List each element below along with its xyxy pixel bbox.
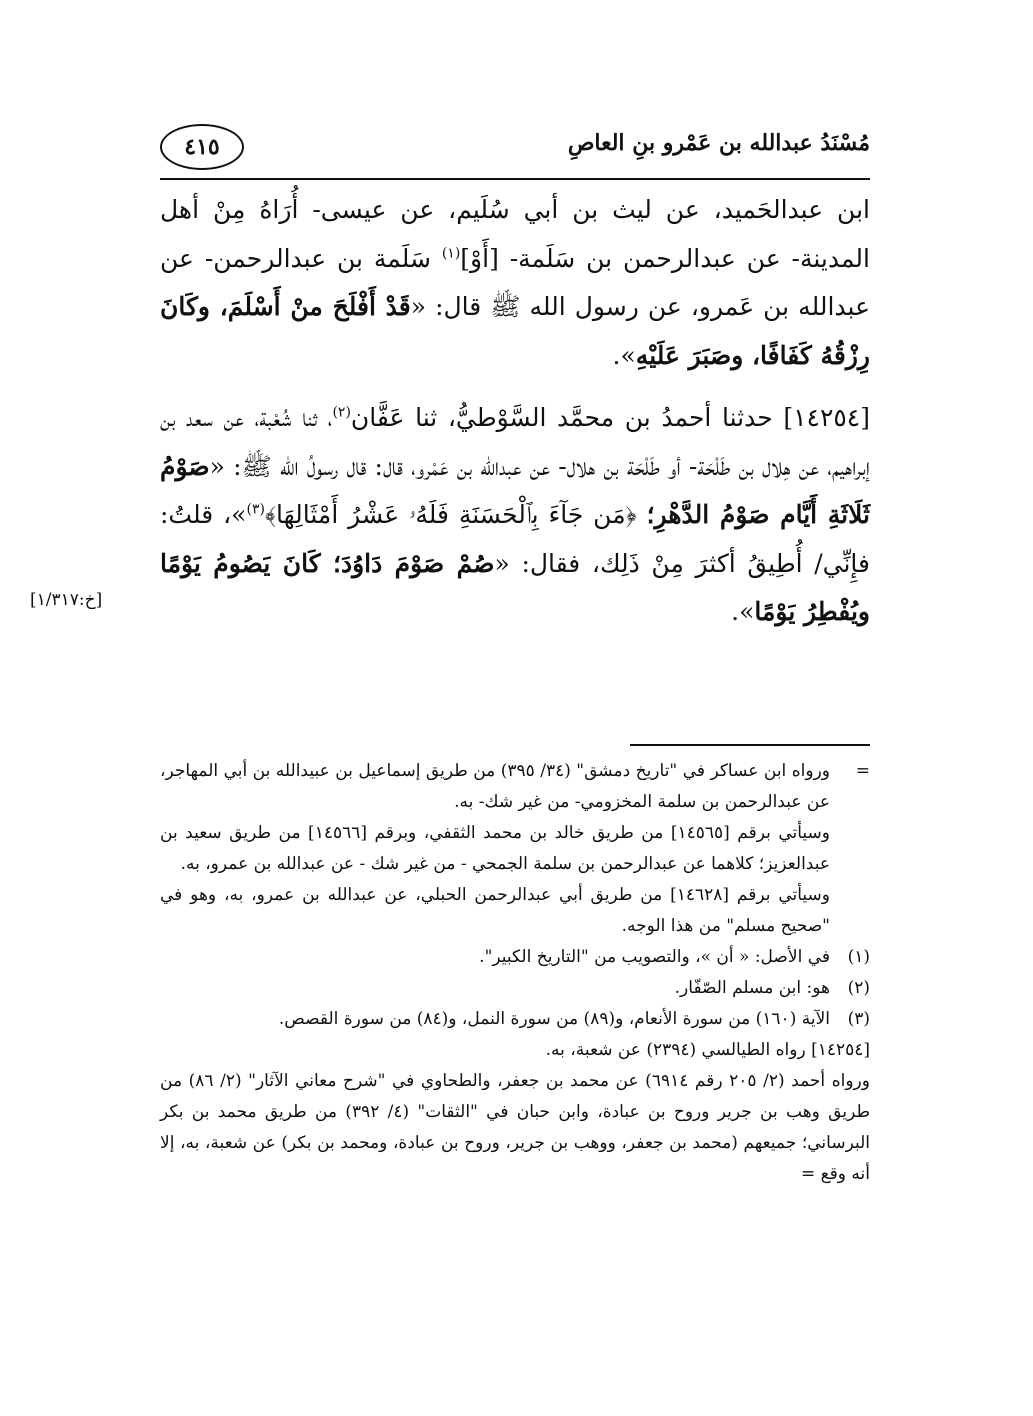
footnote-ref[interactable]: (١) — [441, 245, 461, 262]
paragraph-hadith-14254 — [160, 394, 870, 637]
continuation-marker: = — [855, 761, 870, 781]
manuscript-side-note: [خ:١/٣١٧] — [30, 590, 103, 610]
footnote-paragraph: ورواه ابن عساكر في "تاريخ دمشق" (٣٤/ ٣٩٥) من طريق إسماعيل بن عبيدالله بن أبي المهاجر، عن عبدالرحمن بن سلمة المخزومي- من غير شك- به. — [160, 761, 830, 812]
hadith-text: صُمْ صَوْمَ دَاوُدَ؛ كَانَ يَصُومُ يَوْمًا ويُفْطِرُ يَوْمًا — [160, 548, 870, 626]
footnote-paragraph: وسيأتي برقم [١٤٥٦٥] من طريق خالد بن محمد الثقفي، وبرقم [١٤٥٦٦] من طريق سعيد بن عبدالعزيز؛ كلاهما عن عبدالرحمن بن سلمة الجمحي - من غير شك - عن عبدالله بن عمرو، به. — [160, 823, 830, 874]
footnote-text: في الأصل: « أن »، والتصويب من "التاريخ الكبير". — [479, 947, 830, 967]
footnote-marker: (٢) — [847, 978, 870, 998]
footnote-text: الآية (١٦٠) من سورة الأنعام، و(٨٩) من سورة النمل، و(٨٤) من سورة القصص. — [278, 1009, 830, 1029]
quran-verse: ﴿مَن جَآءَ بِٱلْحَسَنَةِ فَلَهُۥ عَشْرُ أَمْثَالِهَا﴾ — [264, 500, 647, 529]
text-run: سَلَمة بن عبدالرحمن- عن عبدالله بن عَمرو، عن رسول الله ﷺ قال: « — [160, 243, 870, 321]
takhrij-text: ورواه أحمد (٢/ ٢٠٥ رقم ٦٩١٤) عن محمد بن جعفر، والطحاوي في "شرح معاني الآثار" (٢/ ٨٦) من طريق وهب بن جرير وروح بن عبادة، وابن حبان في "الثقات" (٤/ ٣٩٢) من طريق محمد بن بكر البرساني؛ جميعهم (محمد بن جعفر، ووهب بن جرير، وروح بن عبادة، ومحمد بن بكر) عن شعبة، به، إلا أنه وقع = — [160, 1071, 870, 1184]
text-run: ابن عبدالحَميد، عن ليث بن أبي سُلَيم، عن عيسى- أُرَاهُ مِنْ أهل المدينة- عن عبدالرحمن بن سَلَمة- [أَوْ] — [160, 195, 870, 273]
page-number: ٤١٥ — [160, 124, 244, 170]
footnote-1 — [160, 942, 870, 973]
footnotes — [160, 756, 870, 1190]
takhrij-heading: [١٤٢٥٤] رواه الطيالسي (٢٣٩٤) عن شعبة، به. — [545, 1040, 870, 1060]
footnote-marker: (١) — [847, 947, 870, 967]
page-header — [160, 120, 870, 176]
footnote-marker: (٣) — [847, 1009, 870, 1029]
main-text — [160, 186, 870, 637]
paragraph-continuation — [160, 186, 870, 380]
footnote-text: هو: ابن مسلم الصّفّار. — [674, 978, 830, 998]
running-title: مُسْنَدُ عبدالله بن عَمْرو بنِ العاصِ — [567, 130, 870, 156]
text-run: ». — [731, 597, 755, 626]
hadith-text: قَدْ أَفْلَحَ منْ أَسْلَمَ، وكَانَ رِزْقُهُ كَفَافًا، وصَبَرَ عَلَيْهِ — [160, 292, 870, 370]
text-run: [١٤٢٥٤] حدثنا أحمدُ بن محمَّد السَّوْطيُّ، ثنا عَفَّان — [350, 403, 870, 432]
footnote-2 — [160, 973, 870, 1004]
header-rule — [160, 178, 870, 180]
hadith-text: صَوْمُ ثَلَاثَةِ أَيَّام صَوْمُ الدَّهْرِ؛ — [160, 451, 871, 529]
footnote-3 — [160, 1004, 870, 1035]
footnote-rule — [630, 744, 870, 746]
footnote-ref[interactable]: (٣) — [246, 501, 265, 518]
footnote-continuation — [160, 756, 870, 942]
text-run: ، ثنا شُعْبة، عن سعد بن إبراهيم، عن هِلال بن طَلْحَة- أو طَلْحَة بن هلال- عن عبدالله بن عَمْرو، قال: قال رسولُ الله ﷺ: « — [160, 403, 870, 481]
text-run: »، قلتُ: فإِنِّي/ أُطِيقُ أكثرَ مِنْ ذَلِك، فقال: « — [160, 500, 870, 578]
footnote-ref[interactable]: (٢) — [332, 404, 351, 421]
text-run: ». — [612, 340, 636, 370]
footnote-paragraph: وسيأتي برقم [١٤٦٢٨] من طريق أبي عبدالرحمن الحبلي، عن عبدالله بن عمرو، به، وهو في "صحيح مسلم" من هذا الوجه. — [160, 885, 830, 936]
